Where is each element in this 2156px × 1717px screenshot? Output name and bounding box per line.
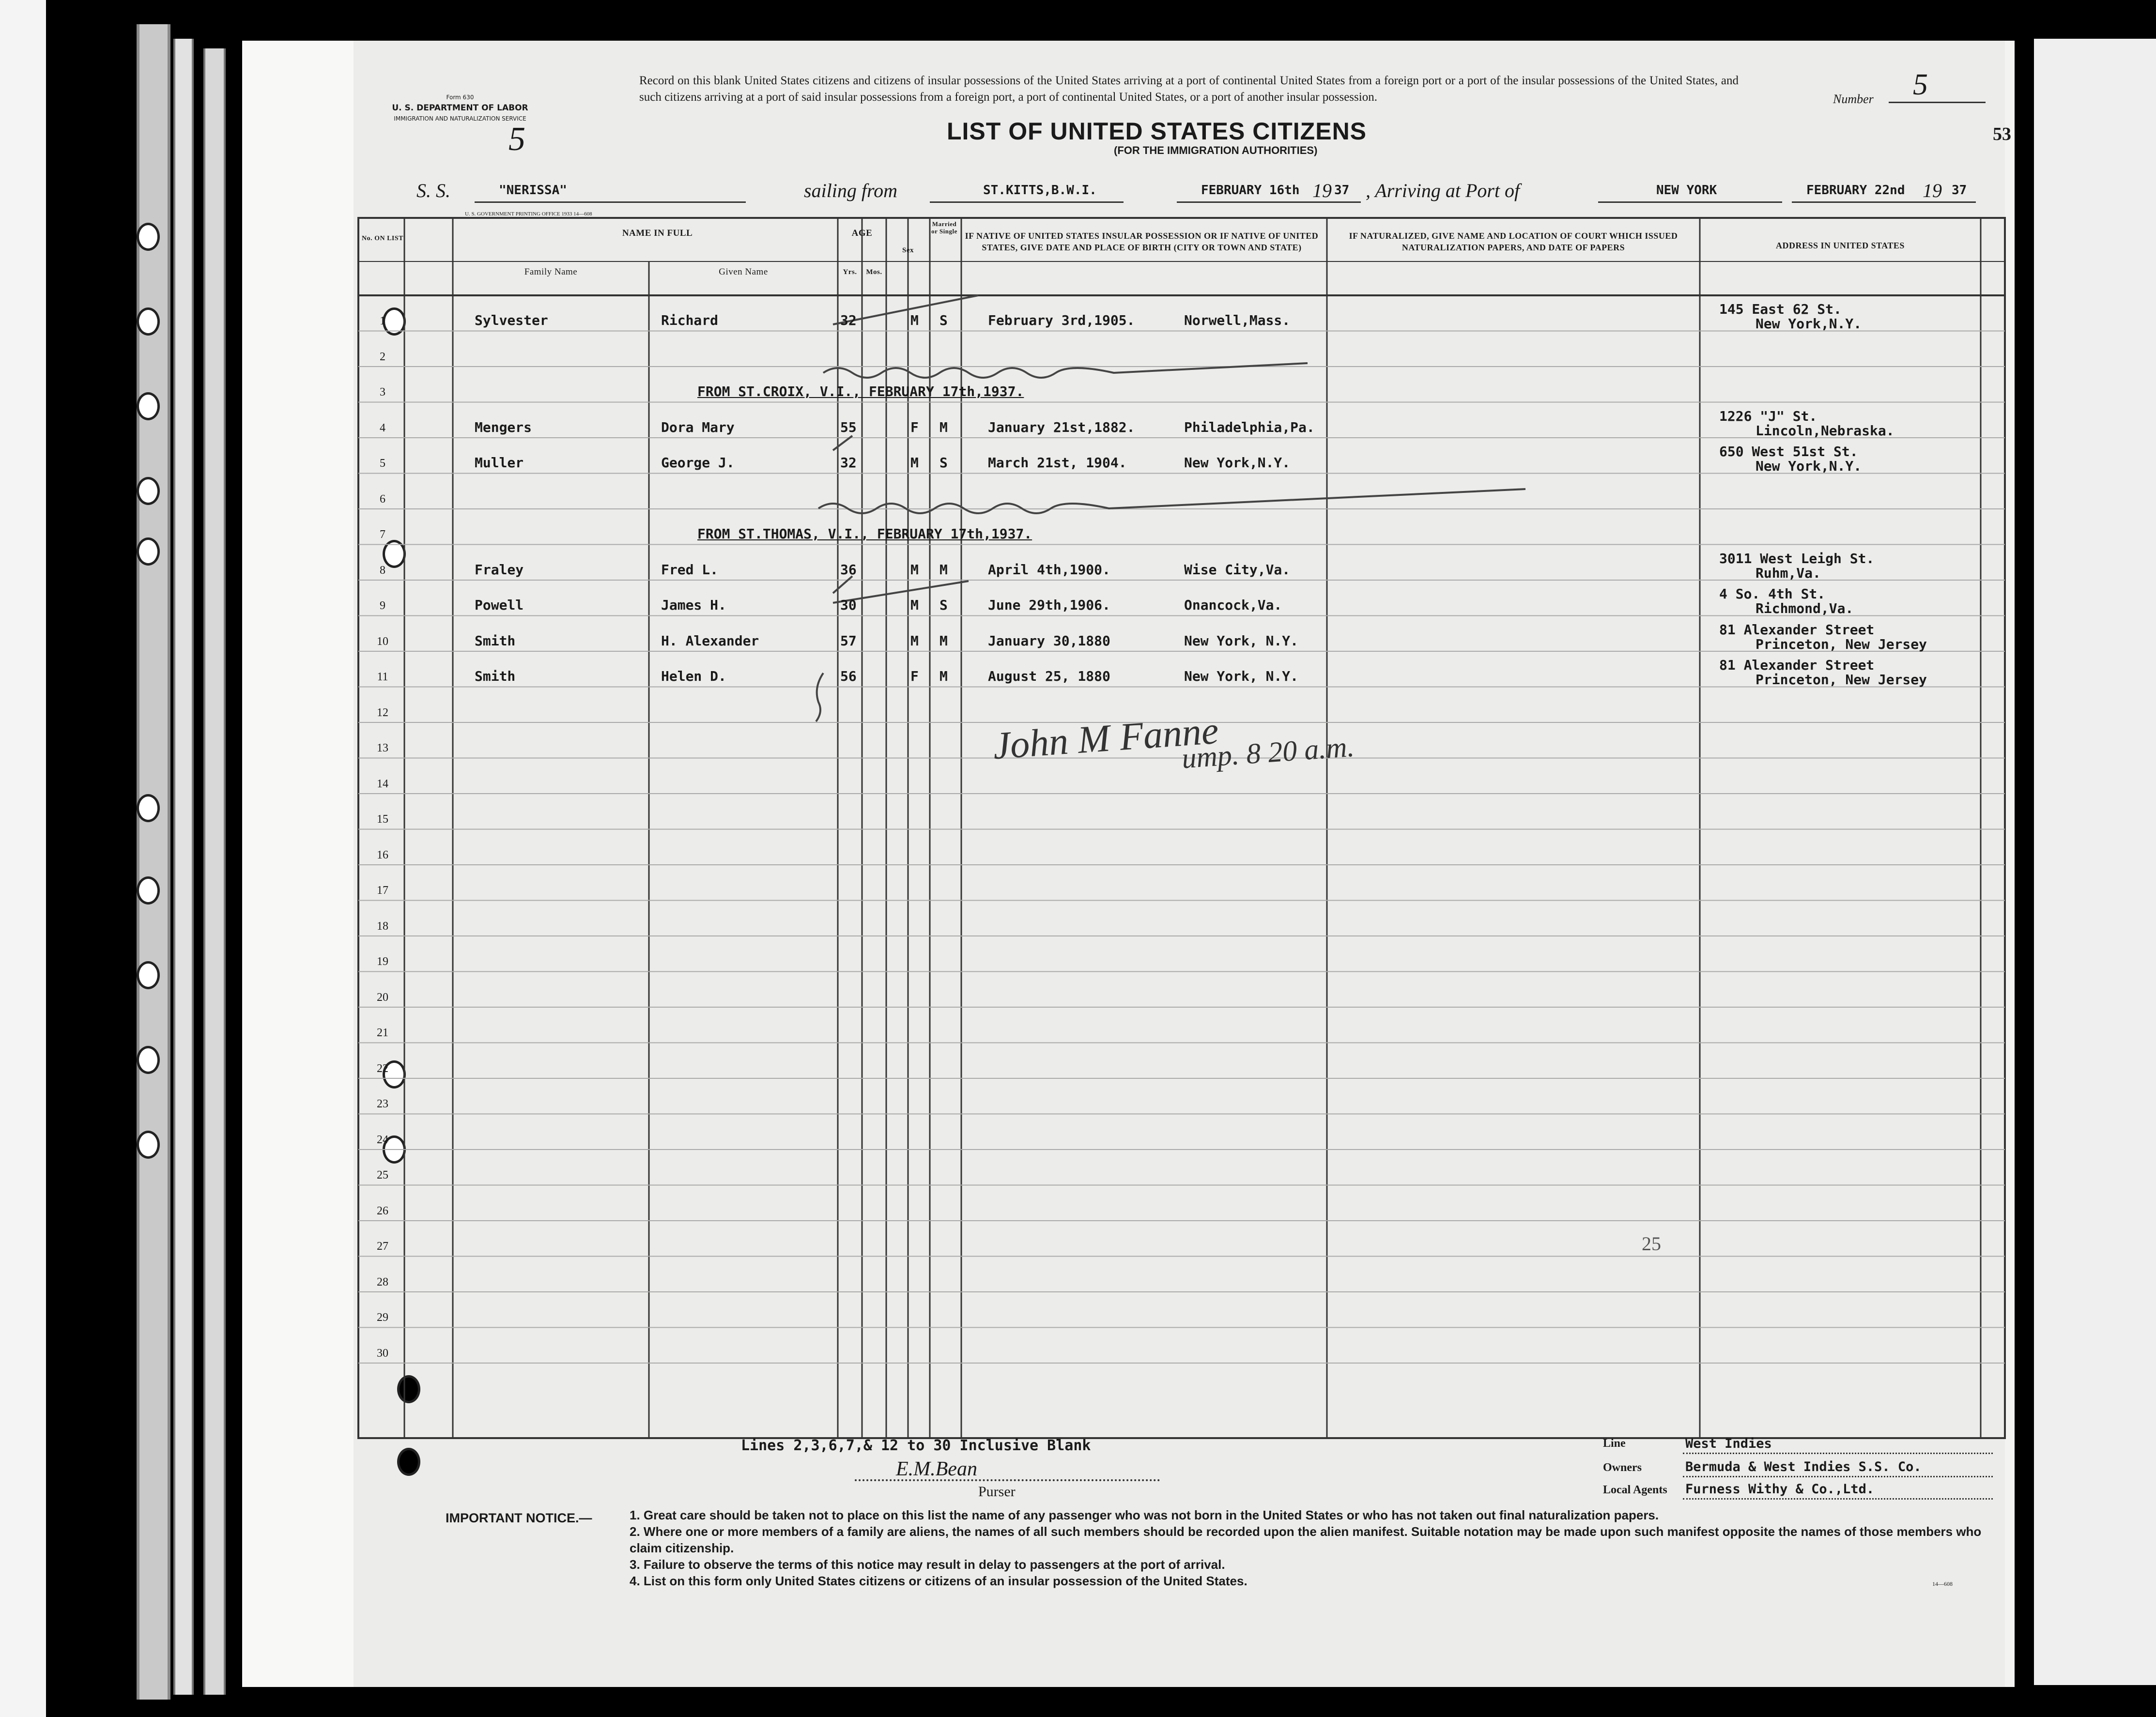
sex: F [910, 419, 919, 435]
local-agents-label: Local Agents [1603, 1484, 1667, 1496]
marital-status: M [939, 668, 948, 684]
sex: M [910, 312, 919, 328]
age-years: 57 [840, 632, 857, 649]
sex: M [910, 455, 919, 471]
arrival-date: FEBRUARY 22nd [1806, 183, 1905, 198]
birth-place: Philadelphia,Pa. [1184, 419, 1315, 435]
row-number: 5 [380, 457, 385, 470]
section-heading: FROM ST.THOMAS, V.I., FEBRUARY 17th,1937. [697, 526, 1032, 542]
marital-status: S [939, 455, 948, 471]
notice-item: 1. Great care should be taken not to place on this list the name of any passenger who was not born in the United States or who has not taken out final naturalization papers. [630, 1508, 1659, 1522]
row-number: 16 [377, 848, 388, 861]
family-name: Fraley [475, 561, 524, 578]
table-border [358, 218, 2005, 1438]
age-years: 56 [840, 668, 857, 684]
line-label: Line [1603, 1437, 1626, 1450]
department-name: U. S. DEPARTMENT OF LABOR [392, 103, 528, 113]
row-number: 26 [377, 1204, 388, 1217]
row-number: 8 [380, 564, 385, 577]
address-line-2: New York,N.Y. [1756, 458, 1862, 474]
header-birth-info: IF NATIVE OF UNITED STATES INSULAR POSSESSION OR IF NATIVE OF UNITED STATES, GIVE DATE AND PLACE OF BIRTH (CITY OR TOWN AND STATE) [965, 231, 1319, 252]
column-lines [404, 218, 1981, 1438]
given-name: James H. [661, 597, 726, 613]
given-name: Dora Mary [661, 419, 735, 435]
page-subtitle: (FOR THE IMMIGRATION AUTHORITIES) [1114, 144, 1318, 156]
notice-item: 4. List on this form only United States citizens or citizens of an insular possession of the United States. [630, 1574, 1247, 1588]
given-name: Richard [661, 312, 719, 328]
row-number: 13 [377, 742, 388, 754]
sailing-from-label: sailing from [804, 180, 897, 201]
row-number: 1 [380, 315, 385, 327]
page-title: LIST OF UNITED STATES CITIZENS [947, 118, 1367, 145]
family-name: Muller [475, 455, 524, 471]
notice-item: 2. Where one or more members of a family are aliens, the names of all such members should be recorded upon the alien manifest. Suitable notation may be made upon such manifest opposite the names of those members who claim citizenship. [630, 1524, 1982, 1555]
form-number: Form 630 [446, 94, 474, 101]
family-name: Powell [475, 597, 524, 613]
arriving-label: , Arriving at Port of [1366, 180, 1520, 201]
owners-value: Bermuda & West Indies S.S. Co. [1685, 1459, 1922, 1474]
address-line-1: 81 Alexander Street [1719, 657, 1875, 673]
number-label: Number [1833, 92, 1874, 106]
row-number: 22 [377, 1062, 388, 1075]
local-agents-underline [1683, 1498, 1993, 1500]
header-naturalization: IF NATURALIZED, GIVE NAME AND LOCATION OF COURT WHICH ISSUED NATURALIZATION PAPERS, AND DATE OF PAPERS [1349, 231, 1678, 252]
birth-date: April 4th,1900. [988, 561, 1110, 578]
row-number: 3 [380, 386, 385, 399]
row-number: 20 [377, 991, 388, 1004]
header-yrs: Yrs. [843, 268, 857, 276]
form-code: 14—608 [1932, 1580, 1953, 1587]
blank-lines-note: Lines 2,3,6,7,& 12 to 30 Inclusive Blank [741, 1437, 1091, 1454]
printer-line: U. S. GOVERNMENT PRINTING OFFICE 1933 14—608 [465, 211, 592, 217]
given-name: H. Alexander [661, 632, 759, 649]
age-years: 36 [840, 561, 857, 578]
row-number: 27 [377, 1240, 388, 1253]
address-line-1: 3011 West Leigh St. [1719, 550, 1875, 567]
header-family-name: Family Name [524, 267, 578, 277]
row-number: 28 [377, 1275, 388, 1288]
official-note: ump. 8 20 a.m. [1181, 730, 1355, 775]
sex: M [910, 632, 919, 649]
header-sex: Sex [902, 246, 914, 254]
row-number: 25 [377, 1169, 388, 1181]
section-heading: FROM ST.CROIX, V.I., FEBRUARY 17th,1937. [697, 383, 1024, 399]
birth-place: Onancock,Va. [1184, 597, 1282, 613]
address-line-2: Lincoln,Nebraska. [1756, 422, 1894, 439]
stamp-number: 25 [1642, 1233, 1661, 1255]
row-number: 19 [377, 955, 388, 968]
age-years: 32 [840, 312, 857, 328]
sex: M [910, 561, 919, 578]
header-given-name: Given Name [719, 267, 768, 277]
birth-place: New York,N.Y. [1184, 455, 1291, 471]
birth-date: February 3rd,1905. [988, 312, 1135, 328]
address-line-2: Princeton, New Jersey [1756, 672, 1927, 688]
row-number: 10 [377, 635, 388, 648]
family-name: Smith [475, 632, 516, 649]
age-years: 55 [840, 419, 857, 435]
header-no-on-list: No. ON LIST [361, 235, 404, 242]
age-years: 30 [840, 597, 857, 613]
purser-signature-line [855, 1479, 1160, 1481]
row-number: 29 [377, 1311, 388, 1324]
row-number: 4 [380, 421, 385, 434]
address-line-1: 650 West 51st St. [1719, 444, 1858, 460]
arrival-year: 37 [1952, 183, 1967, 198]
official-signature: John M Fanne [991, 709, 1220, 768]
ss-label: S. S. [416, 180, 450, 201]
departure-year: 37 [1334, 183, 1350, 198]
row-number: 24 [377, 1133, 388, 1146]
row-lines [358, 331, 2005, 1364]
birth-place: Norwell,Mass. [1184, 312, 1291, 328]
row-number: 23 [377, 1098, 388, 1110]
departure-date: FEBRUARY 16th [1201, 183, 1300, 198]
address-line-2: Richmond,Va. [1756, 600, 1854, 616]
important-notice-title: IMPORTANT NOTICE.— [446, 1511, 592, 1525]
row-number: 6 [380, 492, 385, 506]
header-married-single: Married or Single [931, 220, 957, 235]
address-line-1: 1226 "J" St. [1719, 408, 1817, 424]
given-name: Fred L. [661, 561, 719, 578]
row-number: 15 [377, 813, 388, 826]
row-number: 11 [377, 671, 388, 683]
family-name: Smith [475, 668, 516, 684]
number-value: 5 [1913, 68, 1928, 101]
row-number: 12 [377, 706, 388, 719]
marital-status: S [939, 312, 948, 328]
owners-label: Owners [1603, 1461, 1642, 1474]
local-agents-value: Furness Withy & Co.,Ltd. [1685, 1482, 1875, 1497]
address-line-1: 145 East 62 St. [1719, 301, 1842, 317]
row-number: 18 [377, 920, 388, 933]
header-name-in-full: NAME IN FULL [622, 228, 693, 238]
departure-year-prefix: 19 [1312, 180, 1332, 201]
form-instructions: Record on this blank United States citizens and citizens of insular possessions of the United States arriving at a port of continental United States from a foreign port or a port of the insular possessions of the United States, and such citizens arriving at a port of said insular possessions from a foreign port, a port of continental United States, or a port of another insular possession. [639, 74, 1739, 104]
header-age: AGE [851, 228, 873, 238]
given-name: Helen D. [661, 668, 726, 684]
departure-port: ST.KITTS,B.W.I. [983, 183, 1097, 198]
marital-status: M [939, 632, 948, 649]
address-line-2: Princeton, New Jersey [1756, 636, 1927, 652]
row-number: 2 [380, 350, 385, 363]
address-line-1: 81 Alexander Street [1719, 621, 1875, 638]
header-mos: Mos. [866, 268, 882, 276]
birth-date: March 21st, 1904. [988, 455, 1127, 471]
header-address: ADDRESS IN UNITED STATES [1776, 241, 1905, 250]
arrival-year-prefix: 19 [1923, 180, 1942, 201]
sex: M [910, 597, 919, 613]
owners-underline [1683, 1476, 1993, 1477]
line-value: West Indies [1685, 1436, 1772, 1451]
address-line-2: New York,N.Y. [1756, 316, 1862, 332]
birth-place: New York, N.Y. [1184, 668, 1299, 684]
birth-date: January 21st,1882. [988, 419, 1135, 435]
notice-item: 3. Failure to observe the terms of this notice may result in delay to passengers at the port of arrival. [630, 1557, 1225, 1572]
sex: F [910, 668, 919, 684]
row-number: 17 [377, 884, 388, 897]
given-name: George J. [661, 455, 735, 471]
purser-signature: E.M.Bean [896, 1458, 977, 1480]
age-years: 32 [840, 455, 857, 471]
row-number: 14 [377, 777, 388, 790]
birth-date: August 25, 1880 [988, 668, 1110, 684]
arrival-port: NEW YORK [1656, 183, 1717, 198]
marital-status: S [939, 597, 948, 613]
birth-place: Wise City,Va. [1184, 561, 1291, 578]
handwritten-mark: 5 [508, 121, 525, 158]
address-line-1: 4 So. 4th St. [1719, 586, 1826, 602]
marital-status: M [939, 419, 948, 435]
row-number: 30 [377, 1347, 388, 1360]
family-name: Mengers [475, 419, 532, 435]
row-number: 21 [377, 1027, 388, 1039]
row-number: 7 [380, 528, 385, 541]
address-line-2: Ruhm,Va. [1756, 565, 1821, 581]
row-number: 9 [380, 599, 385, 612]
page-number: 53 [1993, 124, 2011, 144]
birth-date: January 30,1880 [988, 632, 1110, 649]
birth-place: New York, N.Y. [1184, 632, 1299, 649]
ship-name: "NERISSA" [499, 183, 567, 198]
marital-status: M [939, 561, 948, 578]
family-name: Sylvester [475, 312, 548, 328]
purser-label: Purser [978, 1484, 1016, 1500]
line-underline [1683, 1453, 1993, 1454]
service-name: IMMIGRATION AND NATURALIZATION SERVICE [394, 115, 526, 122]
birth-date: June 29th,1906. [988, 597, 1110, 613]
